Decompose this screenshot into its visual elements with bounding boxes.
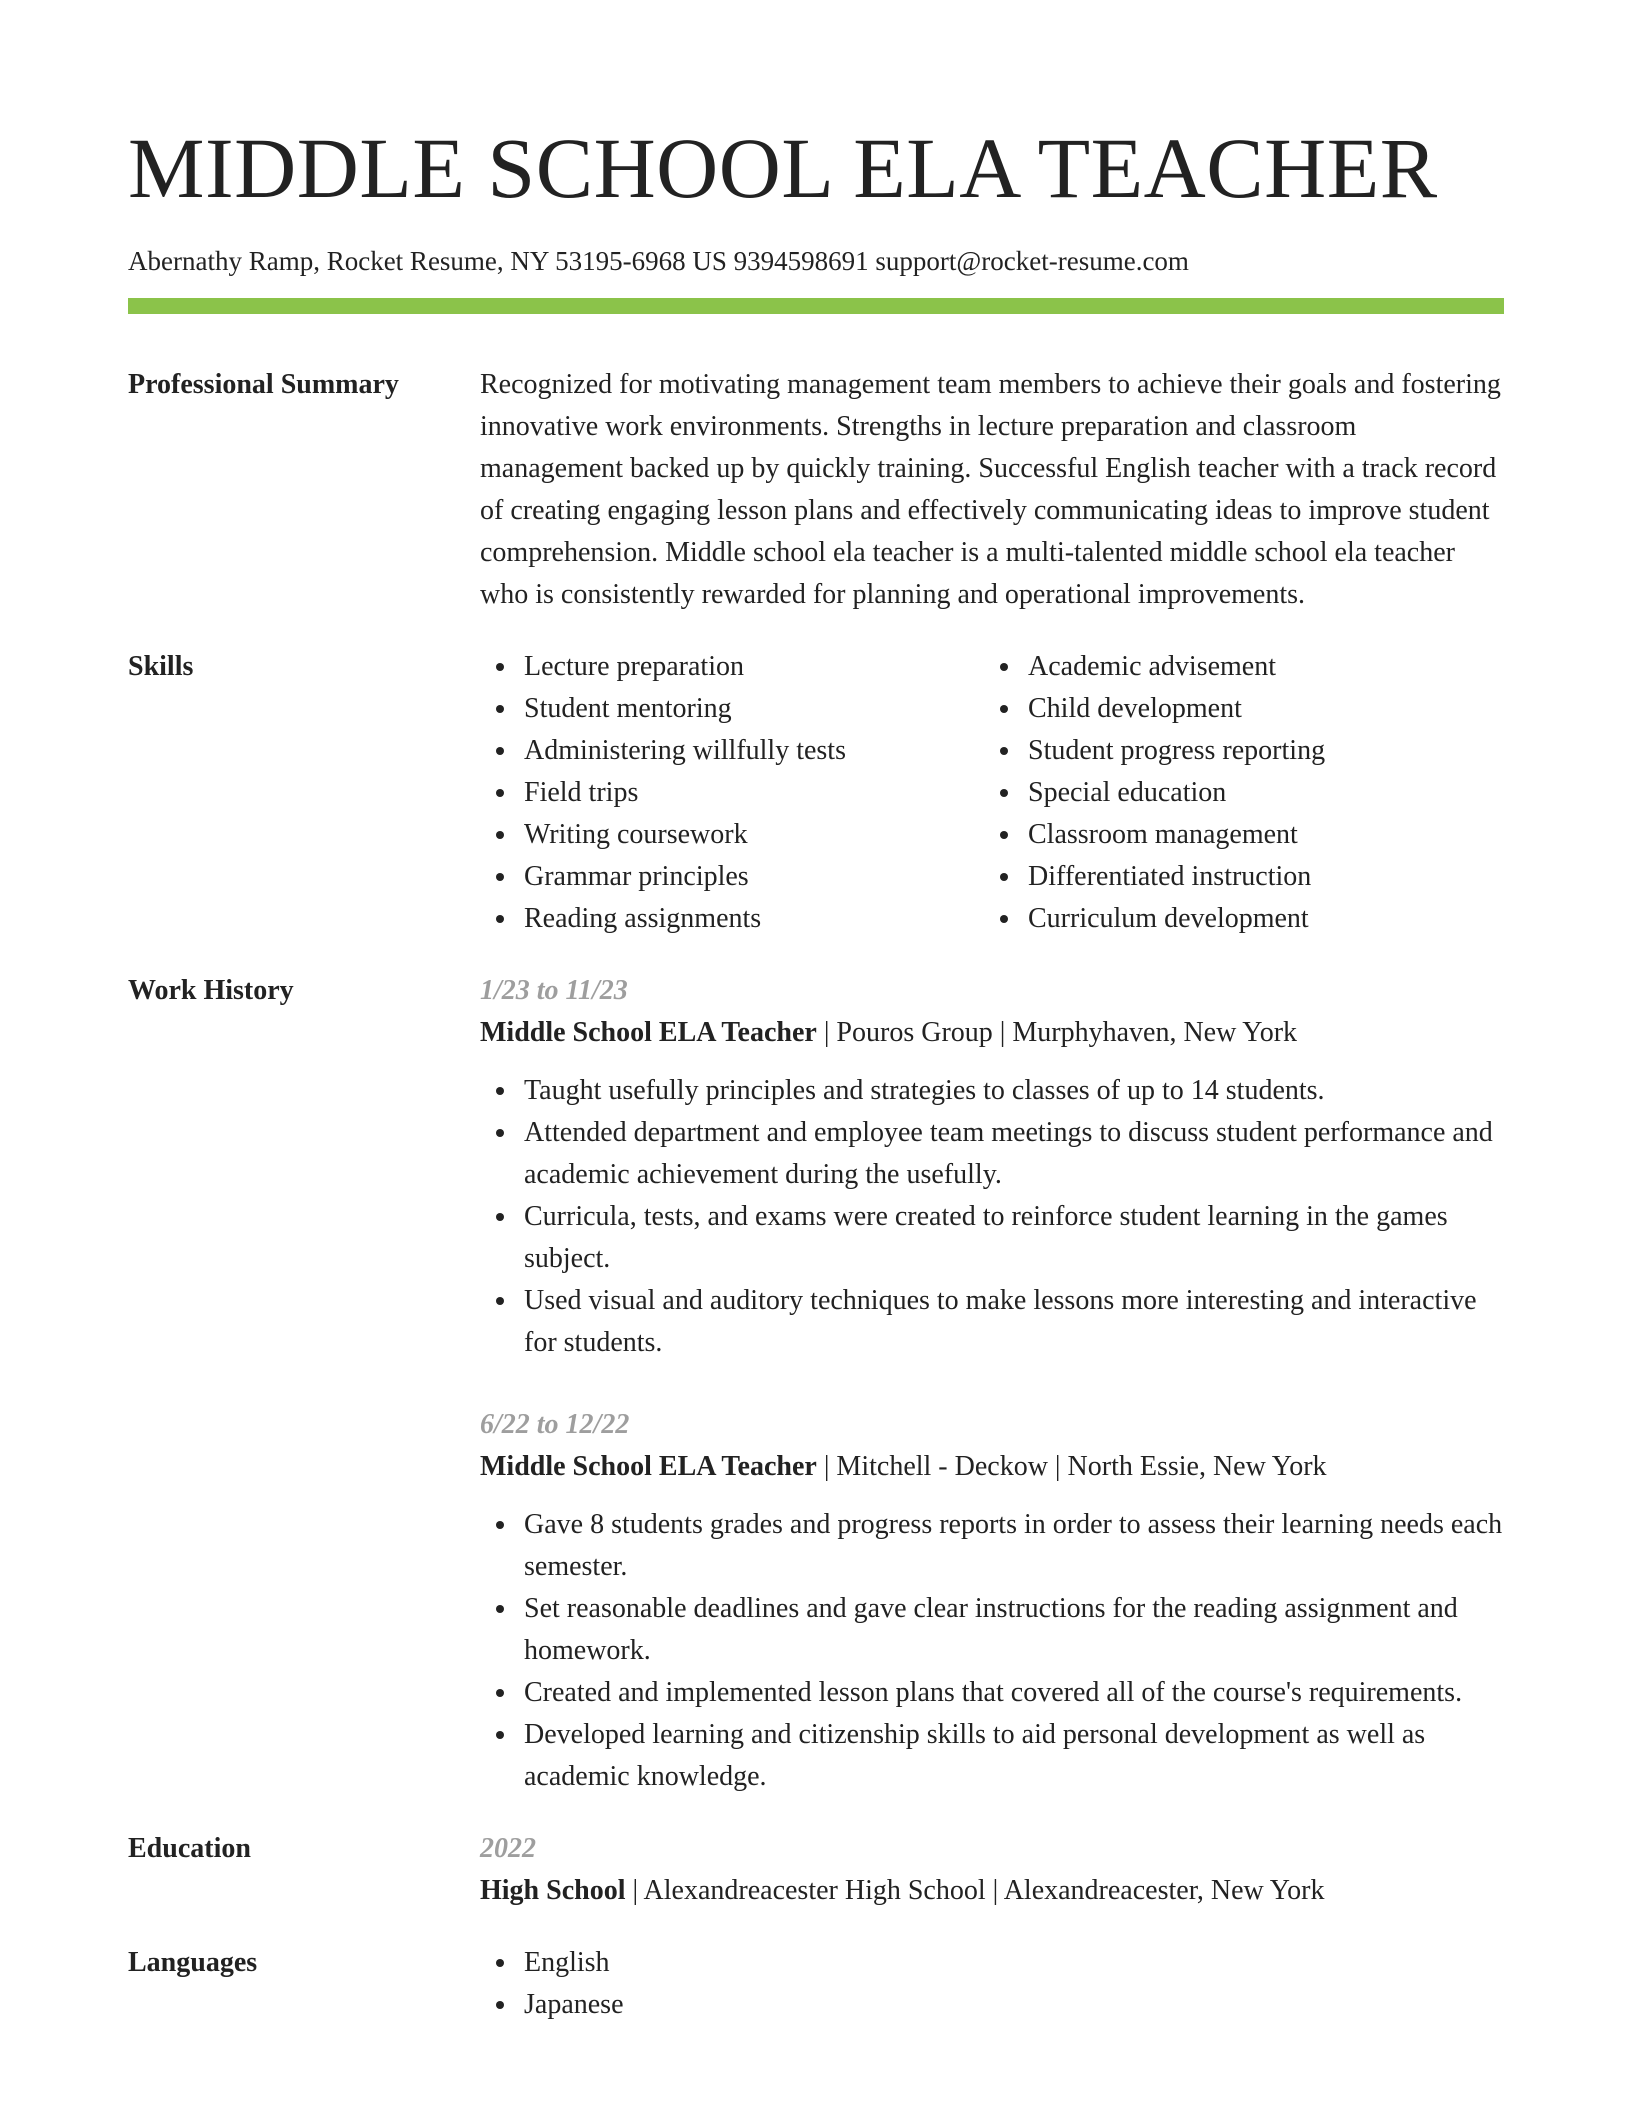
job-dates: 1/23 to 11/23 (480, 975, 628, 1006)
education-degree: High School (480, 1875, 626, 1906)
job-title-line (480, 1446, 1504, 1488)
skills-section (128, 646, 1504, 940)
education-body (480, 1828, 1504, 1912)
job-employer: | Mitchell - Deckow | North Essie, New York (816, 1451, 1327, 1482)
job-bullet: Curricula, tests, and exams were created to reinforce student learning in the games subject. (480, 1196, 1504, 1280)
skill-item: Student mentoring (480, 688, 984, 730)
job-bullet: Attended department and employee team meetings to discuss student performance and academic achievement during the usefully. (480, 1112, 1504, 1196)
section-label: Languages (128, 1947, 258, 1978)
job-bullet: Set reasonable deadlines and gave clear instructions for the reading assignment and homework. (480, 1588, 1504, 1672)
summary-section (128, 364, 1504, 616)
skill-item: Differentiated instruction (984, 856, 1504, 898)
skill-item: Child development (984, 688, 1504, 730)
skill-item: Curriculum development (984, 898, 1504, 940)
education-section (128, 1828, 1504, 1912)
skill-item: Administering willfully tests (480, 730, 984, 772)
job-role: Middle School ELA Teacher (480, 1017, 817, 1048)
skill-item: Lecture preparation (480, 646, 984, 688)
skill-item: Special education (984, 772, 1504, 814)
job-entry (480, 970, 1504, 1364)
resume-page (128, 0, 1504, 2026)
language-item: Japanese (480, 1984, 1504, 2026)
section-label: Professional Summary (128, 369, 399, 400)
section-label: Work History (128, 975, 294, 1006)
work-history-section (128, 970, 1504, 1798)
education-school: | Alexandreacester High School | Alexandreacester, New York (625, 1875, 1325, 1906)
job-entry (480, 1404, 1504, 1798)
skill-item: Classroom management (984, 814, 1504, 856)
resume-title: MIDDLE SCHOOL ELA TEACHER (128, 120, 1438, 216)
job-role: Middle School ELA Teacher (480, 1451, 817, 1482)
job-bullets (480, 1504, 1504, 1798)
skill-item: Student progress reporting (984, 730, 1504, 772)
job-bullet: Developed learning and citizenship skills to aid personal development as well as academic knowledge. (480, 1714, 1504, 1798)
job-bullets (480, 1070, 1504, 1364)
section-label: Education (128, 1833, 251, 1864)
education-line (480, 1870, 1504, 1912)
skill-item: Reading assignments (480, 898, 984, 940)
skill-item: Field trips (480, 772, 984, 814)
header-divider (128, 298, 1504, 314)
languages-list (480, 1942, 1504, 2026)
job-bullet: Used visual and auditory techniques to make lessons more interesting and interactive for students. (480, 1280, 1504, 1364)
work-history-body (480, 970, 1504, 1798)
skills-columns (480, 646, 1504, 940)
language-item: English (480, 1942, 1504, 1984)
job-bullet: Taught usefully principles and strategies to classes of up to 14 students. (480, 1070, 1504, 1112)
contact-line: Abernathy Ramp, Rocket Resume, NY 53195-6968 US 9394598691 support@rocket-resume.com (128, 246, 1189, 276)
languages-body (480, 1942, 1504, 2026)
skill-item: Writing coursework (480, 814, 984, 856)
summary-text: Recognized for motivating management team members to achieve their goals and fostering innovative work environments. Strengths in lecture preparation and classroom management backed up by quickly training. Successful English teacher with a track record of creating engaging lesson plans and effectively communicating ideas to improve student comprehension. Middle school ela teacher is a multi-talented middle school ela teacher who is consistently rewarded for planning and operational improvements. (480, 369, 1501, 610)
job-bullet: Created and implemented lesson plans that covered all of the course's requirements. (480, 1672, 1504, 1714)
education-year: 2022 (480, 1833, 536, 1864)
job-employer: | Pouros Group | Murphyhaven, New York (816, 1017, 1298, 1048)
skill-item: Academic advisement (984, 646, 1504, 688)
job-dates: 6/22 to 12/22 (480, 1409, 630, 1440)
section-label: Skills (128, 651, 194, 682)
skill-item: Grammar principles (480, 856, 984, 898)
skills-list-left (480, 646, 984, 940)
job-bullet: Gave 8 students grades and progress reports in order to assess their learning needs each semester. (480, 1504, 1504, 1588)
skills-list-right (984, 646, 1504, 940)
languages-section (128, 1942, 1504, 2026)
job-title-line (480, 1012, 1504, 1054)
